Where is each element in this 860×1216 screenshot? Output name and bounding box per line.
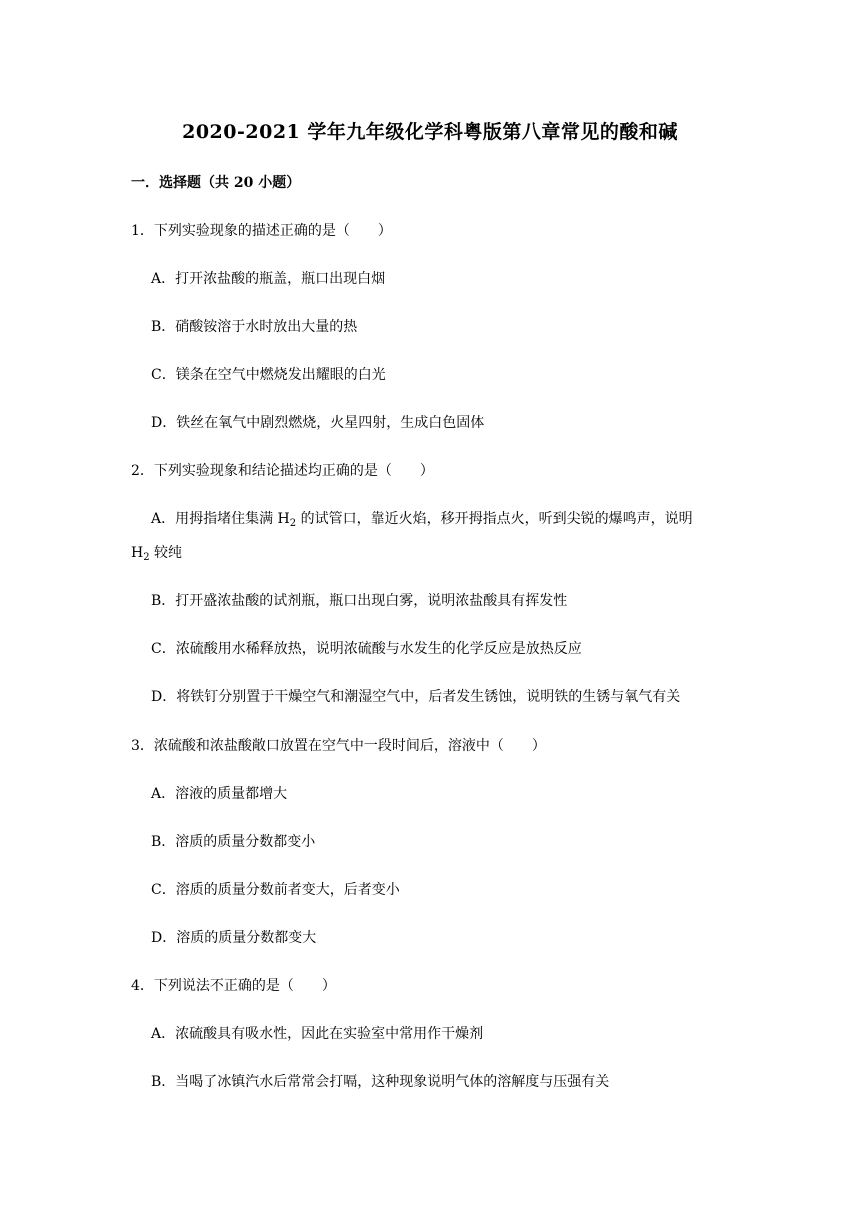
question-4-stem: 4．下列说法不正确的是（ ） bbox=[131, 978, 336, 994]
question-2-option-d: D．将铁钉分别置于干燥空气和潮湿空气中，后者发生锈蚀，说明铁的生锈与氧气有关 bbox=[151, 689, 681, 705]
question-1-option-c: C．镁条在空气中燃烧发出耀眼的白光 bbox=[151, 367, 386, 383]
question-1-stem: 1．下列实验现象的描述正确的是（ ） bbox=[131, 223, 392, 239]
question-3-option-d: D．溶质的质量分数都变大 bbox=[151, 930, 317, 946]
question-3-option-b: B．溶质的质量分数都变小 bbox=[151, 834, 316, 850]
question-2-stem: 2．下列实验现象和结论描述均正确的是（ ） bbox=[131, 463, 434, 479]
section-heading: 一．选择题（共 20 小题） bbox=[131, 175, 301, 191]
question-1-option-b: B．硝酸铵溶于水时放出大量的热 bbox=[151, 319, 358, 335]
question-1-option-a: A．打开浓盐酸的瓶盖，瓶口出现白烟 bbox=[151, 271, 386, 287]
question-3-option-c: C．溶质的质量分数前者变大，后者变小 bbox=[151, 882, 400, 898]
question-4-option-a: A．浓硫酸具有吸水性，因此在实验室中常用作干燥剂 bbox=[151, 1026, 484, 1042]
question-1-option-d: D．铁丝在氧气中剧烈燃烧，火星四射，生成白色固体 bbox=[151, 415, 485, 431]
question-2-option-a-continued: $H_2$ 较纯 bbox=[131, 545, 183, 563]
question-3-option-a: A．溶液的质量都增大 bbox=[151, 786, 288, 802]
question-3-stem: 3．浓硫酸和浓盐酸敞口放置在空气中一段时间后，溶液中（ ） bbox=[131, 738, 546, 754]
question-2-option-a: A．用拇指堵住集满 $H_2$ 的试管口，靠近火焰，移开拇指点火，听到尖锐的爆鸣声，说明 bbox=[151, 511, 693, 529]
question-2-option-c: C．浓硫酸用水稀释放热，说明浓硫酸与水发生的化学反应是放热反应 bbox=[151, 641, 582, 657]
question-2-option-b: B．打开盛浓盐酸的试剂瓶，瓶口出现白雾，说明浓盐酸具有挥发性 bbox=[151, 593, 568, 609]
document-title: 2020-2021 学年九年级化学科粤版第八章常见的酸和碱 bbox=[182, 121, 678, 143]
question-4-option-b: B．当喝了冰镇汽水后常常会打嗝，这种现象说明气体的溶解度与压强有关 bbox=[151, 1074, 610, 1090]
